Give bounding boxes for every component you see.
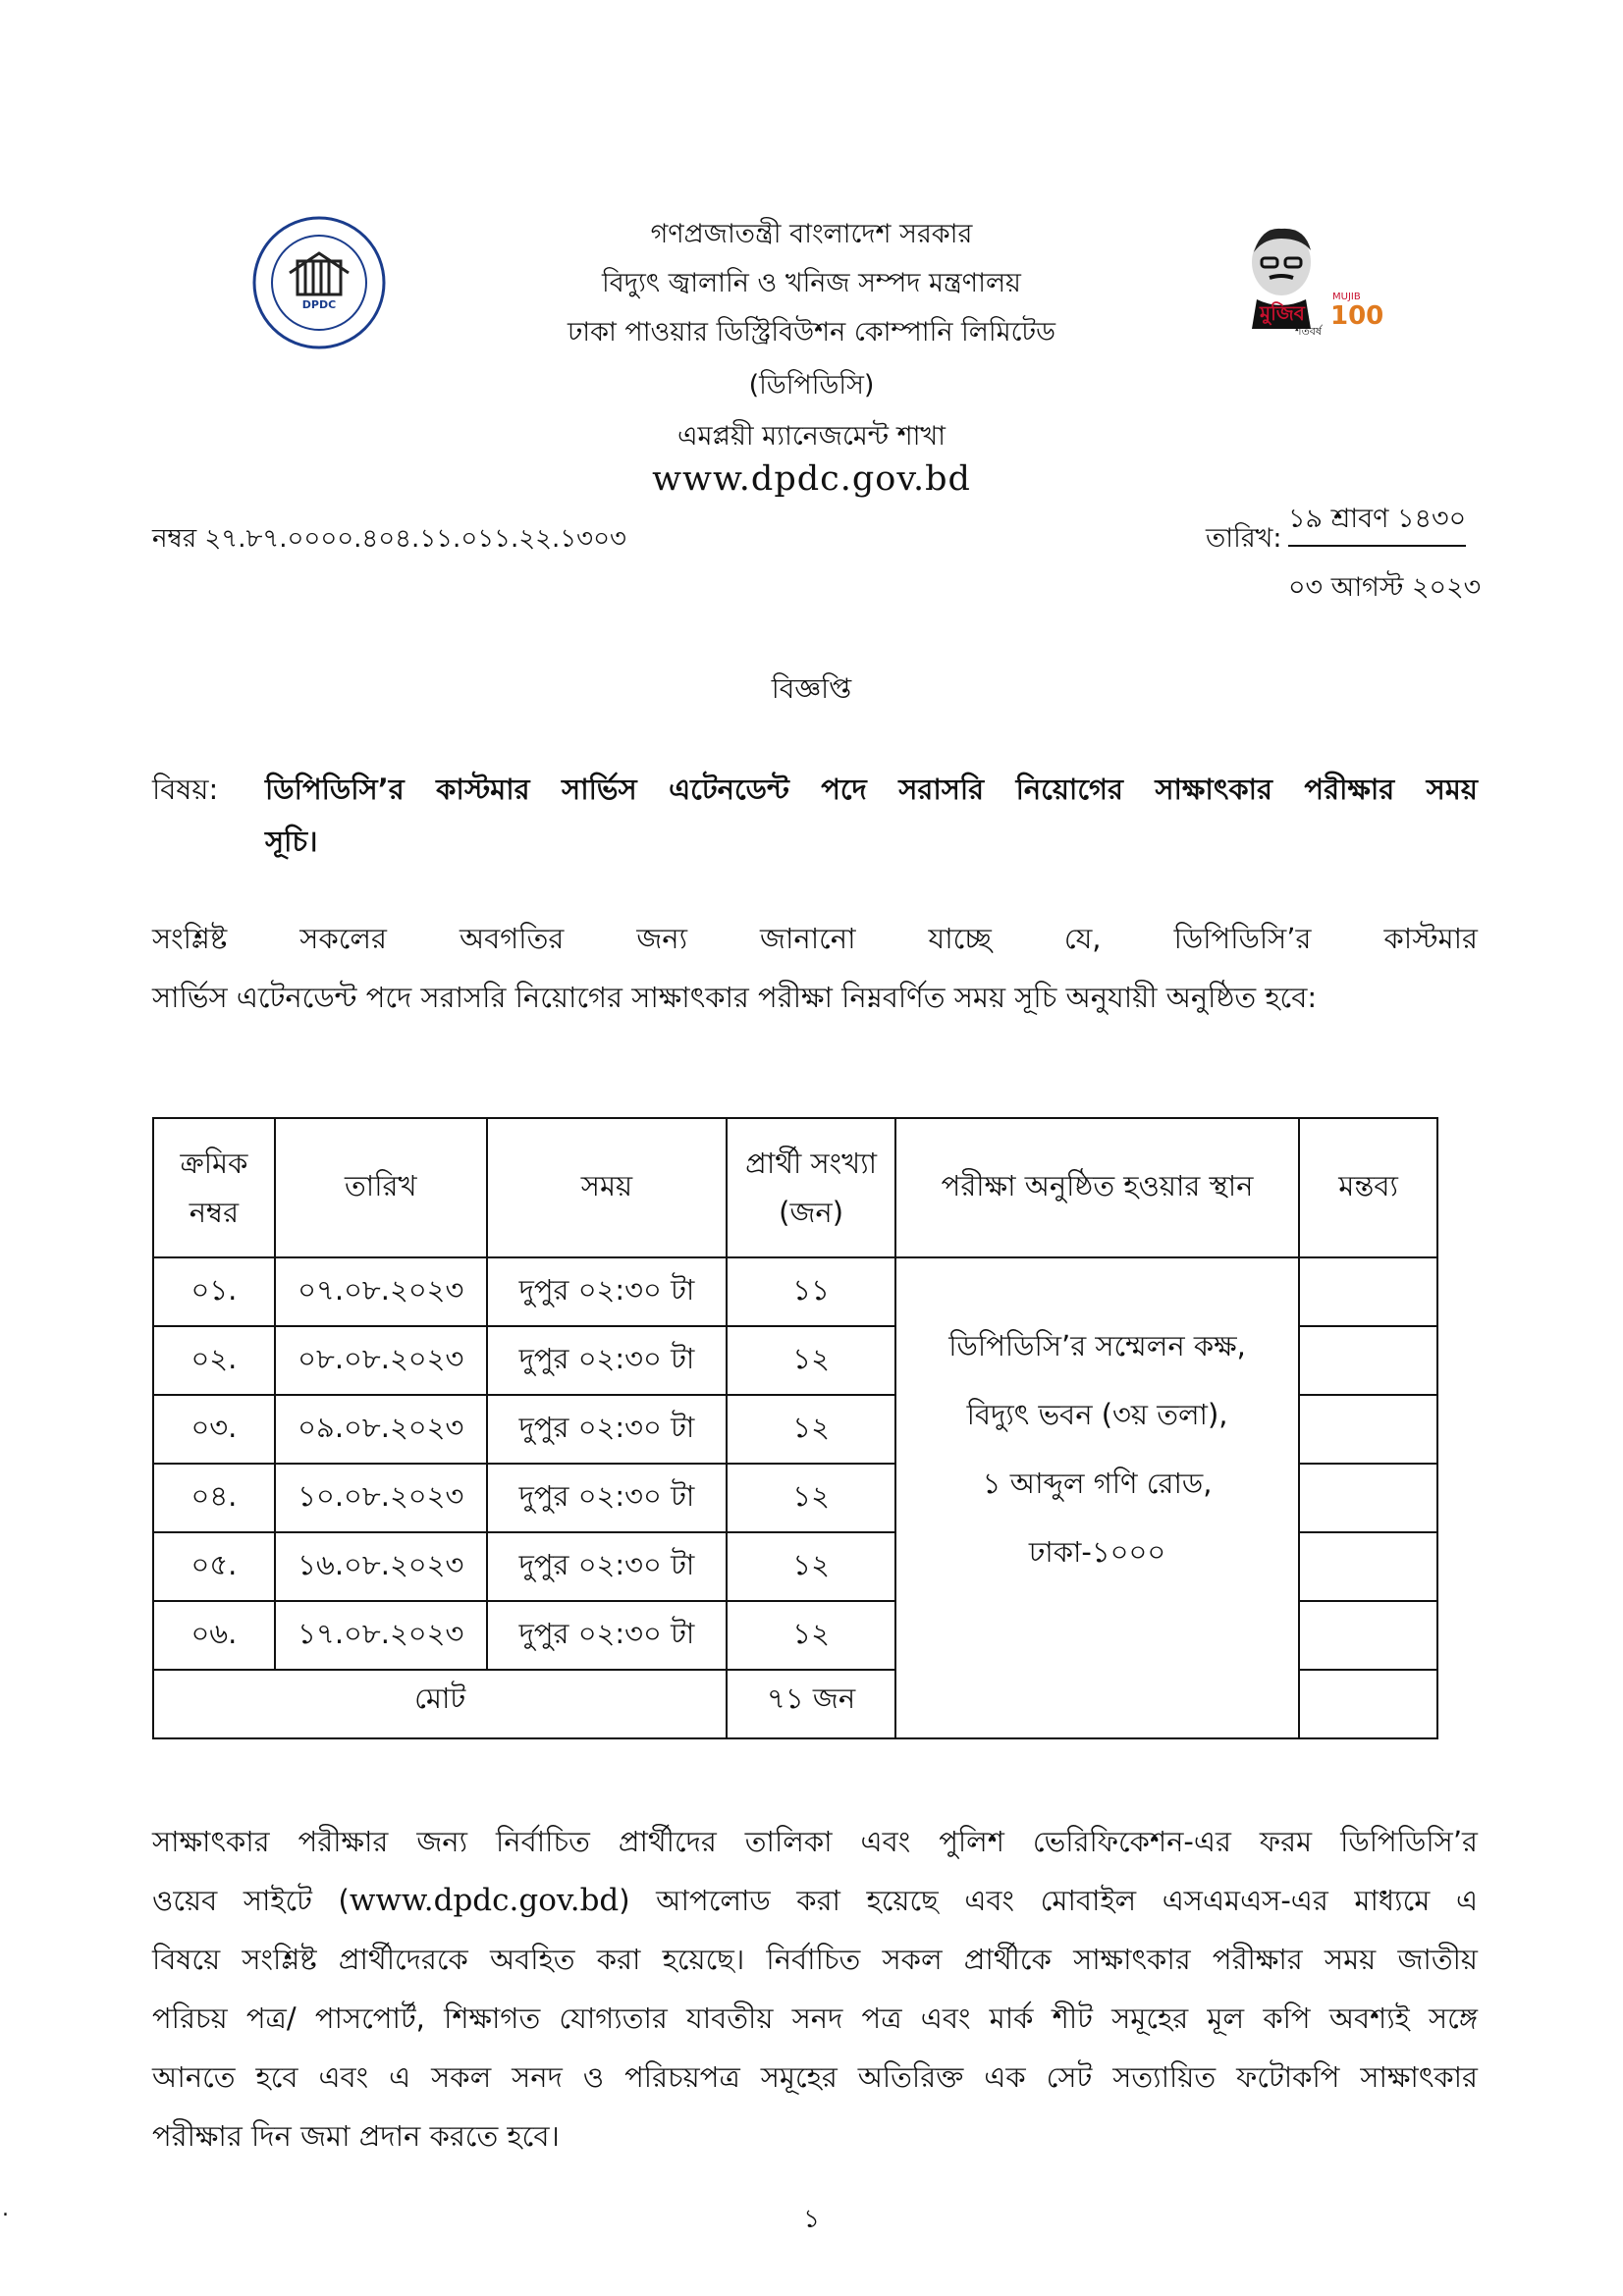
- venue-line-1: ডিপিডিসি’র সম্মেলন কক্ষ,: [948, 1329, 1246, 1362]
- dpdc-logo-text: DPDC: [301, 298, 337, 311]
- row-remarks: [1299, 1257, 1437, 1326]
- row-time: দুপুর ০২:৩০ টা: [487, 1464, 728, 1532]
- row-serial: ০৬.: [153, 1601, 275, 1670]
- closing-line-5: আনতে হবে এবং এ সকল সনদ ও পরিচয়পত্র সমূহের অতিরিক্ত এক সেট সত্যায়িত ফটোকপি সাক্ষাৎকার: [152, 2060, 1478, 2094]
- closing-line-4: পরিচয় পত্র/ পাসপোর্ট, শিক্ষাগত যোগ্যতার যাবতীয় সনদ পত্র এবং মার্ক শীট সমূহের মূল কপি অবশ্যই সঙ্গে: [152, 2002, 1478, 2035]
- mujib-logo-sub: শতবর্ষ: [1295, 325, 1322, 338]
- row-count: ১১: [727, 1257, 895, 1326]
- header-abbreviation: (ডিপিডিসি): [748, 370, 875, 400]
- venue-cell: [895, 1257, 1299, 1738]
- subject-line-1: ডিপিডিসি’র কাস্টমার সার্ভিস এটেনডেন্ট পদে সরাসরি নিয়োগের সাক্ষাৎকার পরীক্ষার সময়: [265, 773, 1478, 806]
- mujib-logo-bangla: মুজিব: [1260, 301, 1305, 325]
- notice-title: বিজ্ঞপ্তি: [771, 672, 852, 705]
- header-time: সময়: [487, 1118, 728, 1257]
- row-count: ১২: [727, 1601, 895, 1670]
- intro-line-1: সংশ্লিষ্ট সকলের অবগতির জন্য জানানো যাচ্ছে যে, ডিপিডিসি’র কাস্টমার: [152, 922, 1478, 955]
- row-remarks: [1299, 1464, 1437, 1532]
- row-remarks: [1299, 1326, 1437, 1395]
- row-date: ০৯.০৮.২০২৩: [275, 1395, 487, 1464]
- row-time: দুপুর ০২:৩০ টা: [487, 1532, 728, 1601]
- table-header-row: [153, 1118, 1437, 1257]
- date-bangla: ১৯ শ্রাবণ ১৪৩০: [1288, 499, 1466, 547]
- subject-label: বিষয়:: [152, 773, 219, 806]
- closing-website-url: www.dpdc.gov.bd: [349, 1883, 620, 1918]
- page-number: ১: [803, 2205, 820, 2234]
- header-remarks: মন্তব্য: [1299, 1118, 1437, 1257]
- row-serial: ০৫.: [153, 1532, 275, 1601]
- header-website: www.dpdc.gov.bd: [652, 459, 971, 499]
- subject-line-2: সূচি।: [265, 825, 318, 858]
- venue-line-2: বিদ্যুৎ ভবন (৩য় তলা),: [966, 1398, 1228, 1431]
- header-count-line-1: প্রার্থী সংখ্যা: [745, 1147, 878, 1180]
- header-ministry: বিদ্যুৎ জ্বালানি ও খনিজ সম্পদ মন্ত্রণালয়: [602, 268, 1021, 298]
- venue-line-4: ঢাকা-১০০০: [1028, 1535, 1166, 1569]
- mujib-logo-latin: MUJIB: [1332, 292, 1361, 302]
- row-serial: ০২.: [153, 1326, 275, 1395]
- row-time: দুপুর ০২:৩০ টা: [487, 1257, 728, 1326]
- row-count: ১২: [727, 1326, 895, 1395]
- row-date: ০৮.০৮.২০২৩: [275, 1326, 487, 1395]
- header-serial-line-1: ক্রমিক: [180, 1147, 248, 1180]
- row-remarks: [1299, 1532, 1437, 1601]
- total-value: ৭১ জন: [727, 1670, 895, 1738]
- header-company: ঢাকা পাওয়ার ডিস্ট্রিবিউশন কোম্পানি লিমিটেড: [567, 317, 1056, 347]
- header-branch: এমপ্লয়ী ম্যানেজমেন্ট শাখা: [677, 421, 946, 452]
- mujib-logo-100: 100: [1330, 301, 1384, 331]
- row-remarks: [1299, 1670, 1437, 1738]
- header-serial: [153, 1118, 275, 1257]
- row-date: ০৭.০৮.২০২৩: [275, 1257, 487, 1326]
- row-remarks: [1299, 1601, 1437, 1670]
- row-date: ১৭.০৮.২০২৩: [275, 1601, 487, 1670]
- reference-number: নম্বর ২৭.৮৭.০০০০.৪০৪.১১.০১১.২২.১৩০৩: [152, 524, 626, 554]
- row-serial: ০১.: [153, 1257, 275, 1326]
- row-time: দুপুর ০২:৩০ টা: [487, 1601, 728, 1670]
- row-serial: ০৩.: [153, 1395, 275, 1464]
- closing-line-6: পরীক্ষার দিন জমা প্রদান করতে হবে।: [152, 2119, 560, 2153]
- table-row: [153, 1257, 1437, 1326]
- row-count: ১২: [727, 1395, 895, 1464]
- header-count-line-2: (জন): [779, 1196, 844, 1229]
- row-serial: ০৪.: [153, 1464, 275, 1532]
- row-date: ১৬.০৮.২০২৩: [275, 1532, 487, 1601]
- closing-line-3: বিষয়ে সংশ্লিষ্ট প্রার্থীদেরকে অবহিত করা হয়েছে। নির্বাচিত সকল প্রার্থীকে সাক্ষাৎকার পরীক্ষার সময় জাতীয়: [152, 1943, 1478, 1976]
- header-venue: পরীক্ষা অনুষ্ঠিত হওয়ার স্থান: [895, 1118, 1299, 1257]
- closing-line-2-post: ) আপলোড করা হয়েছে এবং মোবাইল এসএমএস-এর মাধ্যমে এ: [619, 1884, 1479, 1917]
- venue-line-3: ১ আব্দুল গণি রোড,: [982, 1467, 1213, 1500]
- row-count: ১২: [727, 1532, 895, 1601]
- closing-line-1: সাক্ষাৎকার পরীক্ষার জন্য নির্বাচিত প্রার্থীদের তালিকা এবং পুলিশ ভেরিফিকেশন-এর ফরম ডিপিডিসি’র: [152, 1825, 1478, 1858]
- total-label: মোট: [153, 1670, 727, 1738]
- header-serial-line-2: নম্বর: [189, 1196, 240, 1229]
- closing-line-2-pre: ওয়েব সাইটে (: [152, 1884, 350, 1917]
- row-date: ১০.০৮.২০২৩: [275, 1464, 487, 1532]
- margin-dot: .: [2, 2197, 9, 2221]
- intro-line-2: সার্ভিস এটেনডেন্ট পদে সরাসরি নিয়োগের সাক্ষাৎকার পরীক্ষা নিম্নবর্ণিত সময় সূচি অনুযায়ী অনুষ্ঠিত হবে:: [152, 981, 1318, 1014]
- schedule-table: [152, 1117, 1438, 1739]
- row-remarks: [1299, 1395, 1437, 1464]
- date-label: তারিখ:: [1206, 523, 1282, 554]
- row-time: দুপুর ০২:৩০ টা: [487, 1395, 728, 1464]
- row-time: দুপুর ০২:৩০ টা: [487, 1326, 728, 1395]
- row-count: ১২: [727, 1464, 895, 1532]
- date-english: ০৩ আগস্ট ২০২৩: [1288, 572, 1482, 603]
- header-candidate-count: [727, 1118, 895, 1257]
- header-government: গণপ্রজাতন্ত্রী বাংলাদেশ সরকার: [650, 219, 973, 249]
- header-date: তারিখ: [275, 1118, 487, 1257]
- closing-line-2: [152, 1875, 1478, 1926]
